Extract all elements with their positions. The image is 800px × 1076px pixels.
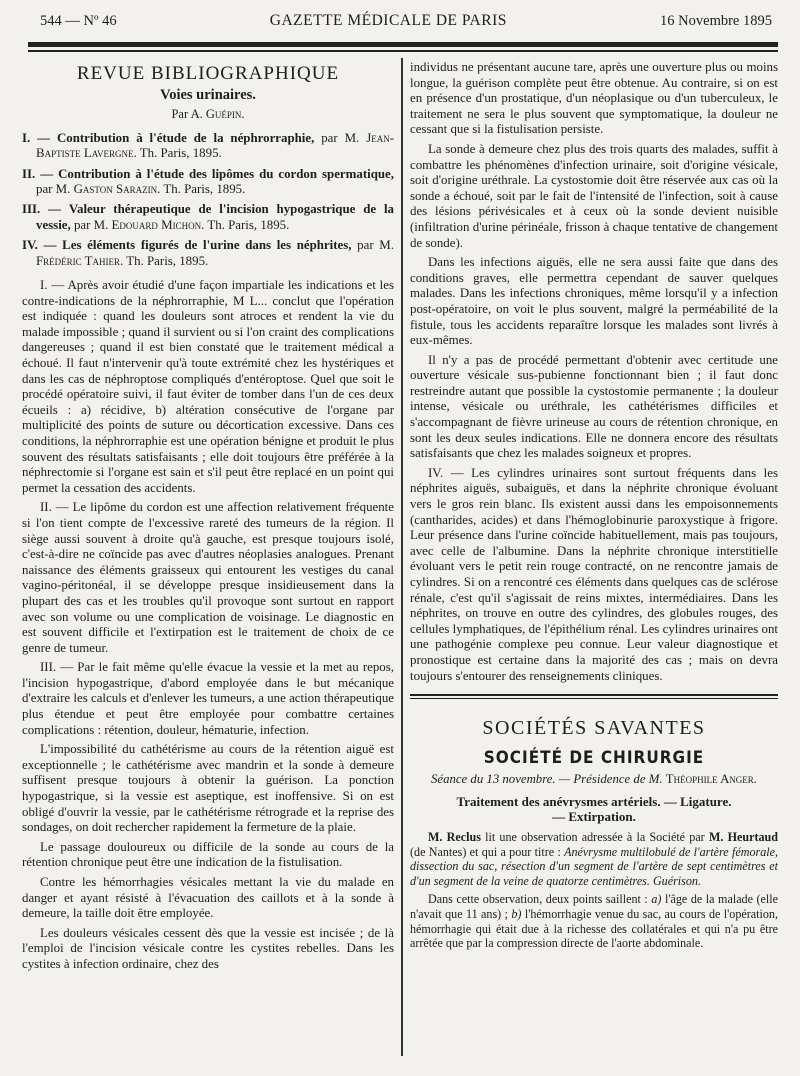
reference-title: Valeur thérapeutique de l'incision hypogastrique de la vessie, xyxy=(36,202,394,232)
article-title xyxy=(410,794,778,824)
reference-title: Contribution à l'étude des lipômes du cordon spermatique, xyxy=(58,166,394,181)
reference-author: Frédéric Tahier xyxy=(36,253,121,268)
seance-prefix: Séance du 13 novembre. — Présidence de M. xyxy=(430,772,666,787)
article-title-line-1: Traitement des anévrysmes artériels. — Ligature. xyxy=(456,793,732,809)
body-paragraph: Le passage douloureux ou difficile de la sonde au cours de la rétention chronique peut être une indication de la fistulisation. xyxy=(22,839,394,870)
section-title: REVUE BIBLIOGRAPHIQUE xyxy=(76,63,340,84)
seance-line xyxy=(410,772,778,788)
body-paragraph: La sonde à demeure chez plus des trois quarts des malades, suffit à combattre les phénomènes d'infection urinaire, soit d'origine vésicale, soit d'origine uréthrale. La cystostomie doit être réservée aux cas où la sonde a échoué, soit par le fait de l'intensité de l'infection, soit à cause des lésions périvésicales et à ceux où la sonde devient nuisible (infiltration d'urine périnéale, frisson à chaque tentative de changement de sonde). xyxy=(410,141,778,250)
observation-title: Anévrysme multilobulé de l'artère fémorale, dissection du sac, résection d'un segment de l'artère de sept centimètres et d'un segment de la veine de quatorze centimètres. Guérison. xyxy=(410,844,779,888)
reference-title: Contribution à l'étude de la néphrorraphie, xyxy=(56,130,315,145)
reference-author: Gaston Sarazin xyxy=(73,182,158,196)
article-text: Dans cette observation, deux points saillent : xyxy=(428,892,652,907)
reference-source: . Th. Paris, 1895. xyxy=(120,253,209,268)
reference-number: I. — xyxy=(22,130,51,145)
body-paragraph: II. — Le lipôme du cordon est une affection relativement fréquente si l'on tient compte de l'excessive rareté des tumeurs de la région. Il siège aussi souvent à droite qu'à gauche, est presque toujours isolé, c'est-à-dire ne coïncide pas avec d'autres néoplasies analogues. Prenant naissance des éléments graisseux qui entourent les vestiges du canal vagino-péritonéal, il se développe presque insidieusement dans la plupart des cas et les troubles qu'il provoque sont surtout en rapport avec son volume ou une complication de voisinage. Le diagnostic en est souvent difficile et l'extirpation est le traitement de choix de ce genre de tumeur. xyxy=(22,500,394,655)
section-separator xyxy=(410,694,778,699)
reference-source: . Th. Paris, 1895. xyxy=(201,217,290,232)
speaker-name: M. Reclus xyxy=(428,829,481,844)
header-rule-thin xyxy=(28,50,778,52)
point-marker: b) xyxy=(511,906,522,921)
body-paragraph: Contre les hémorrhagies vésicales mettant la vie du malade en danger et ayant résisté à l'évacuation des caillots et à la sonde à demeure, la taille doit être employée. xyxy=(22,875,394,921)
article-text: l'âge de la malade (elle n'avait que 11 ans) ; xyxy=(410,892,779,921)
body-paragraph: individus ne présentant aucune tare, après une ouverture plus ou moins longue, la guérison complète peut être obtenue. Au contraire, si on est en présence d'un prostatique, d'un néoplasique ou d'un tuberculeux, le traitement ne sera le plus souvent que symptomatique, la douleur ne cessant que si la fistulisation persiste. xyxy=(410,60,778,137)
societes-title: SOCIÉTÉS SAVANTES xyxy=(482,717,706,740)
section-subtitle: Voies urinaires. xyxy=(160,86,256,103)
page-header xyxy=(40,12,772,34)
body-paragraph: Dans les infections aiguës, elle ne sera aussi faite que dans des conditions graves, elle permettra cependant de sauver quelques malades. Dans les infections chroniques, même lorsqu'il y a infection post-opératoire, on voit le plus souvent, malgré la perméabilité de la fistule, tous les accidents reparaître lorsque les malades sont livrés à eux-mêmes. xyxy=(410,255,778,348)
body-paragraph: L'impossibilité du cathétérisme au cours de la rétention aiguë est exceptionnelle ; le cathétérisme avec mandrin et la sonde à demeure suffisent presque toujours à obtenir la guérison. La ponction hypogastrique, si la vessie est aseptique, est inoffensive. Si on est obligé d'ouvrir la vessie, par le cathétérisme rétrograde et la reprise des sondages, on doit rechercher rapidement la fermeture de la plaie. xyxy=(22,742,394,835)
article-paragraph xyxy=(410,892,778,950)
body-paragraph: Il n'y a pas de procédé permettant d'obtenir avec certitude une ouverture vésicale sus-pubienne fonctionnant bien ; il faut donc restreindre autant que possible la cystostomie permanente ; la douleur intense, vésicale ou uréthrale, les cathétérismes difficiles et s'accompagnant de fièvre urineuse au cours de rétention chronique, en sont les deux seules indications. Elle ne donnera encore des résultats satisfaisants que chez les malades soigneux et propres. xyxy=(410,352,778,461)
reference-author: Jean-Baptiste Lavergne xyxy=(36,130,394,161)
article-text: lit une observation adressée à la Société par xyxy=(480,829,709,844)
body-paragraph: Les douleurs vésicales cessent dès que la vessie est incisée ; de là l'emploi de l'incision vésicale contre les cystites rebelles. Dans les cystites à infection ordinaire, chez des xyxy=(22,925,394,971)
page-number: 544 — Nº 46 xyxy=(40,13,117,29)
reference-author: Edouard Michon xyxy=(111,217,202,232)
body-paragraph: IV. — Les cylindres urinaires sont surtout fréquents dans les néphrites aiguës, subaiguës, et dans la néphrite chronique évoluant vers le gros rein blanc. Ils existent aussi dans les empoisonnements (cantharides, acides) et dans l'hémoglobinurie paroxystique à frigore. Leur présence dans l'urine coïncide habituellement, mais pas toujours, avec celle de l'albumine. Dans la néphrite chronique interstitielle évoluant vers le petit rein rouge contracté, on ne rencontre jamais de cylindres. Si on a rencontré ces éléments dans quelques cas de sclérose rénale, c'est qu'il s'agissait de reins mixtes, intermédiaires. Dans les néphrites, on trouve en outre des cylindres, des globules rouges, des cellules lymphatiques, de l'épithélium rénal. Les cylindres urinaires ont une pathogénie complexe peu connue. Leur valeur diagnostique et pronostique est certaine dans la majorité des cas ; mais on devra toujours s'entourer des renseignements cliniques. xyxy=(410,465,778,683)
author-name: M. Heurtaud xyxy=(708,829,778,844)
reference-par: par M. xyxy=(314,130,367,145)
article-text: l'hémorrhagie venue du sac, au cours de l'opération, hémorrhagie qui était due à la richesse des collatérales et qui n'a pu être arrêtée que par la compression directe de l'aorte abdominale. xyxy=(410,906,778,951)
seance-president: Théophile Anger xyxy=(665,772,754,787)
right-column xyxy=(410,60,778,955)
reference-par: par M. xyxy=(351,238,394,253)
seance-suffix: . xyxy=(753,772,758,787)
reference-title: Les éléments figurés de l'urine dans les néphrites, xyxy=(62,238,352,253)
section-author xyxy=(22,107,394,123)
reference-number: III. — xyxy=(22,202,62,217)
body-paragraph: I. — Après avoir étudié d'une façon impartiale les indications et les contre-indications de la néphrorraphie, M L... conclut que l'opération est indiquée : quand les douleurs sont atroces et rendent la vie du malade impossible ; quand il survient ou si l'on craint des complications dangereuses ; quand il est bien constaté que le traitement médical a échoué. Il faut n'intervenir qu'à toute extrémité chez les hystériques et dans les cas de néphroptose compliqués d'entéroptose. Quel que soit le procédé opératoire suivi, il faut éviter de tomber dans l'un de ces deux écueils : a) récidive, b) altération consécutive de l'organe par multiplicité des points de suture ou décortication excessive. Dans ces conditions, la néphrorraphie est une opération bénigne et produit le plus souvent des résultats satisfaisants ; elle doit toujours être préférée à la néphrectomie si l'organe est sain et s'il peut être replacé en un point qui permet la cessation des accidents. xyxy=(22,278,394,495)
societe-chirurgie-title: SOCIÉTÉ DE CHIRURGIE xyxy=(483,747,705,768)
article-title-line-2: — Extirpation. xyxy=(552,808,636,824)
reference-number: II. — xyxy=(22,166,54,181)
left-column xyxy=(22,60,394,977)
point-marker: a) xyxy=(651,892,662,907)
reference-item xyxy=(22,131,394,162)
header-rule-thick xyxy=(28,42,778,47)
reference-item xyxy=(22,202,394,233)
reference-par: par M. xyxy=(70,217,112,232)
issue-date: 16 Novembre 1895 xyxy=(660,13,772,29)
column-divider xyxy=(401,58,403,1056)
author-name: Guépin. xyxy=(205,107,245,122)
reference-item xyxy=(22,238,394,269)
author-prefix: Par A. xyxy=(171,107,206,122)
article-paragraph xyxy=(410,830,778,888)
article-text: (de Nantes) et qui a pour titre : xyxy=(410,844,565,859)
reference-source: . Th. Paris, 1895. xyxy=(133,146,222,161)
reference-source: . Th. Paris, 1895. xyxy=(157,182,246,196)
journal-title: GAZETTE MÉDICALE DE PARIS xyxy=(269,12,507,29)
reference-item xyxy=(22,167,394,198)
reference-number: IV. — xyxy=(22,238,57,253)
body-paragraph: III. — Par le fait même qu'elle évacue la vessie et la met au repos, l'incision hypogastrique, d'abord employée dans le but mécanique d'extraire les calculs et d'enlever les tumeurs, a une action thérapeutique plus étendue et peut être employée pour combattre certaines complications : rétention, douleur, hématurie, infection. xyxy=(22,660,394,737)
reference-par: par M. xyxy=(36,182,74,196)
